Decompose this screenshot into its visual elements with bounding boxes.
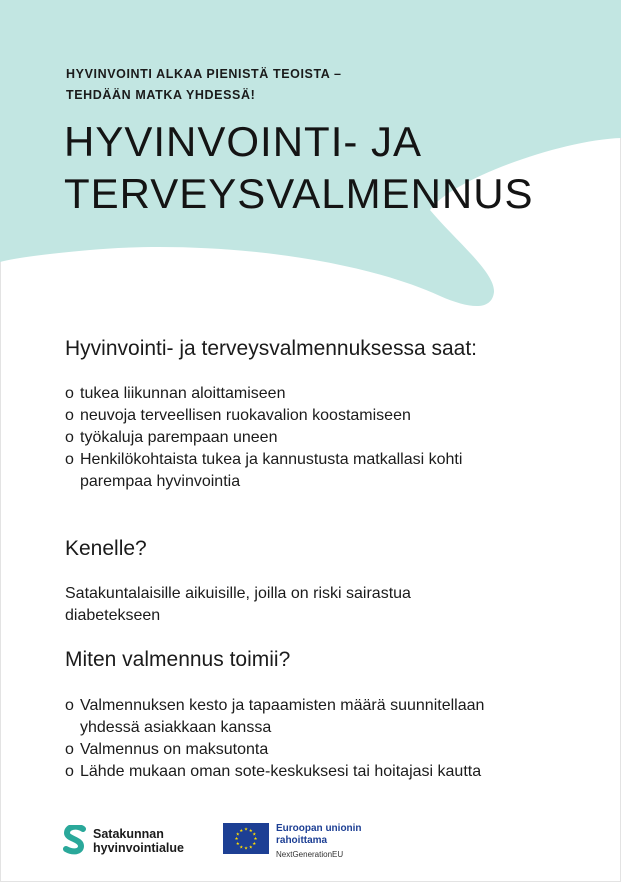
benefits-list <box>65 383 545 493</box>
satakunta-logo-text <box>93 827 184 855</box>
benefits-heading: Hyvinvointi- ja terveysvalmennuksessa saat: <box>65 337 478 360</box>
satakunta-s-icon <box>63 825 87 857</box>
list-item: o tukea liikunnan aloittamiseen <box>65 383 545 405</box>
tagline-line-2: TEHDÄÄN MATKA YHDESSÄ! <box>66 88 256 102</box>
eu-star-icon: ★ <box>243 845 249 851</box>
eu-star-icon: ★ <box>243 826 249 832</box>
how-heading: Miten valmennus toimii? <box>65 648 291 671</box>
satakunta-logo <box>63 825 184 857</box>
eu-star-icon: ★ <box>248 844 253 850</box>
eu-star-icon: ★ <box>252 840 257 846</box>
eu-star-icon: ★ <box>239 827 244 833</box>
list-item-line-1: Henkilökohtaista tukea ja kannustusta matkallasi kohti <box>80 451 463 468</box>
eu-star-icon: ★ <box>239 844 244 850</box>
target-heading: Kenelle? <box>65 537 147 560</box>
tagline <box>66 64 342 106</box>
eu-text-line-3: NextGenerationEU <box>276 850 344 859</box>
title-line-1: HYVINVOINTI- JA <box>64 118 423 165</box>
satakunta-logo-line-1: Satakunnan <box>93 827 164 841</box>
list-item <box>65 449 545 493</box>
eu-star-icon: ★ <box>248 827 253 833</box>
page-title <box>64 116 534 220</box>
list-item: o Valmennus on maksutonta <box>65 739 565 761</box>
eu-text-line-1: Euroopan unionin <box>276 823 362 834</box>
eu-funding-text <box>276 823 362 861</box>
eu-text-line-2: rahoittama <box>276 835 328 846</box>
target-text-line-1: Satakuntalaisille aikuisille, joilla on riski sairastua <box>65 585 411 602</box>
list-item-line-1: Valmennuksen kesto ja tapaamisten määrä suunnitellaan <box>80 697 485 714</box>
list-item: o työkaluja parempaan uneen <box>65 427 545 449</box>
eu-star-icon: ★ <box>234 836 239 842</box>
tagline-line-1: HYVINVOINTI ALKAA PIENISTÄ TEOISTA – <box>66 67 342 81</box>
list-item: o Lähde mukaan oman sote-keskuksesi tai hoitajasi kautta <box>65 761 565 783</box>
target-text-line-2: diabetekseen <box>65 607 161 624</box>
eu-star-icon: ★ <box>235 840 240 846</box>
list-item-line-2: parempaa hyvinvointia <box>80 473 241 490</box>
eu-star-icon: ★ <box>253 836 258 842</box>
satakunta-logo-line-2: hyvinvointialue <box>93 841 184 855</box>
eu-flag-icon <box>223 823 269 854</box>
eu-star-icon: ★ <box>252 831 257 837</box>
list-item: o neuvoja terveellisen ruokavalion koostamiseen <box>65 405 545 427</box>
list-item <box>65 695 565 739</box>
title-line-2: TERVEYSVALMENNUS <box>64 170 534 217</box>
how-list <box>65 695 565 783</box>
eu-funding-logo <box>223 823 362 861</box>
eu-star-icon: ★ <box>235 831 240 837</box>
list-item-line-2: yhdessä asiakkaan kanssa <box>80 719 272 736</box>
target-text <box>65 583 485 627</box>
